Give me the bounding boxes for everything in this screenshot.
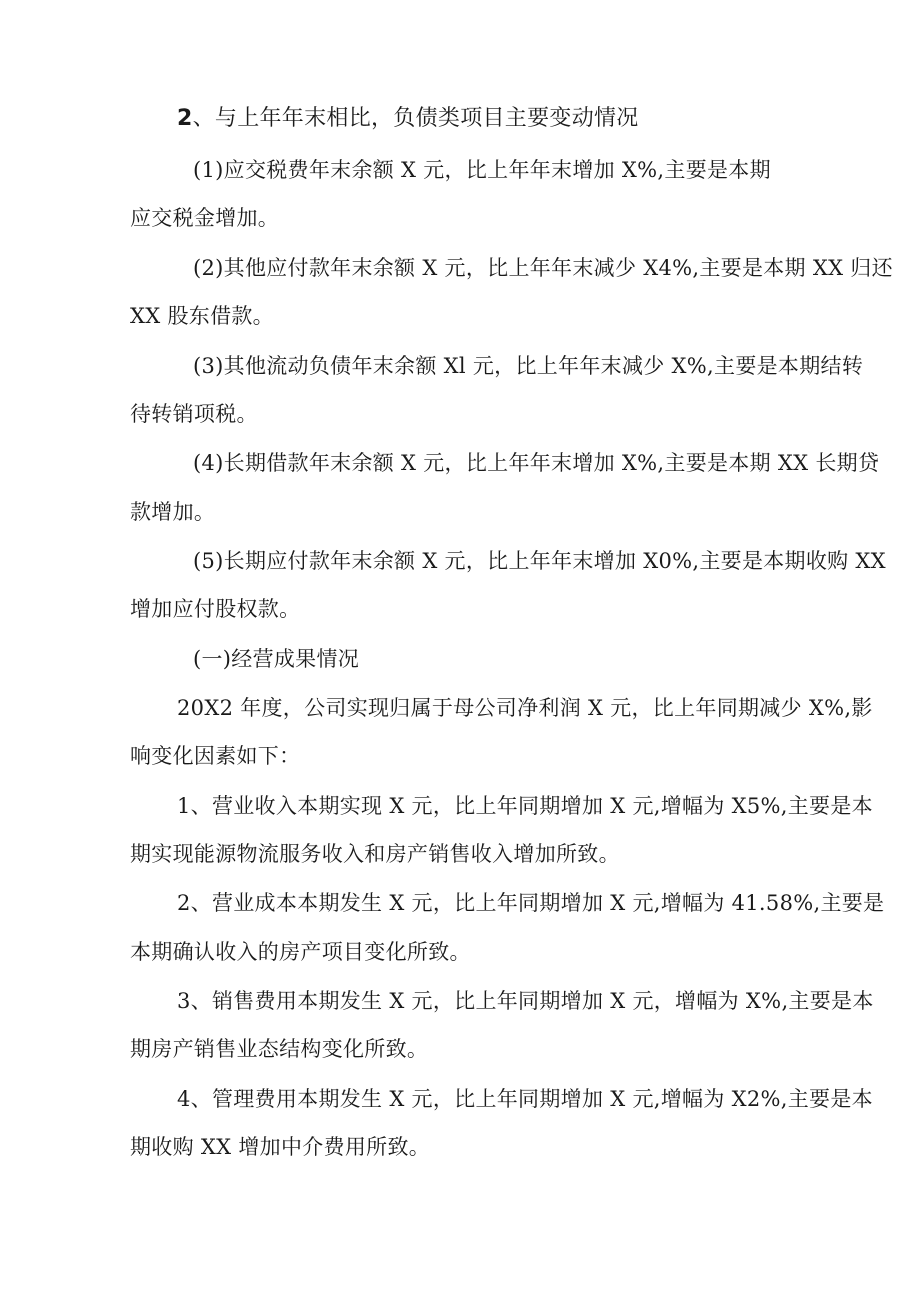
paragraph-line: (2)其他应付款年末余额 X 元，比上年年末减少 X4%,主要是本期 XX 归还 — [193, 256, 893, 280]
paragraph-line: (5)长期应付款年末余额 X 元，比上年年末增加 X0%,主要是本期收购 XX — [193, 549, 886, 573]
paragraph-line: 2、营业成本本期发生 X 元，比上年同期增加 X 元,增幅为 41.58%,主要是 — [177, 891, 885, 915]
paragraph-line: 20X2 年度，公司实现归属于母公司净利润 X 元，比上年同期减少 X%,影 — [177, 696, 873, 720]
subsection-heading: (一)经营成果情况 — [193, 647, 360, 671]
paragraph-line: 应交税金增加。 — [130, 206, 280, 230]
paragraph-line: (3)其他流动负债年末余额 Xl 元，比上年年末减少 X%,主要是本期结转 — [193, 354, 864, 378]
section-heading — [177, 104, 639, 134]
paragraph-line: 4、管理费用本期发生 X 元，比上年同期增加 X 元,增幅为 X2%,主要是本 — [177, 1087, 873, 1111]
paragraph-line: 期收购 XX 增加中介费用所致。 — [130, 1135, 431, 1159]
paragraph-line: 待转销项税。 — [130, 402, 258, 426]
paragraph-line: 期房产销售业态结构变化所致。 — [130, 1037, 429, 1061]
paragraph-line: 增加应付股权款。 — [130, 597, 301, 621]
heading-number: 2 — [177, 106, 193, 131]
heading-text: 、与上年年末相比，负债类项目主要变动情况 — [192, 106, 639, 131]
paragraph-line: 响变化因素如下： — [130, 744, 301, 768]
paragraph-line: 本期确认收入的房产项目变化所致。 — [130, 940, 471, 964]
paragraph-line: 款增加。 — [130, 500, 216, 524]
paragraph-line: (1)应交税费年末余额 X 元，比上年年末增加 X%,主要是本期 — [193, 158, 771, 182]
paragraph-line: XX 股东借款。 — [130, 304, 274, 328]
paragraph-line: 3、销售费用本期发生 X 元，比上年同期增加 X 元，增幅为 X%,主要是本 — [177, 989, 874, 1013]
paragraph-line: 1、营业收入本期实现 X 元，比上年同期增加 X 元,增幅为 X5%,主要是本 — [177, 794, 873, 818]
paragraph-line: (4)长期借款年末余额 X 元，比上年年末增加 X%,主要是本期 XX 长期贷 — [193, 451, 880, 475]
paragraph-line: 期实现能源物流服务收入和房产销售收入增加所致。 — [130, 842, 620, 866]
